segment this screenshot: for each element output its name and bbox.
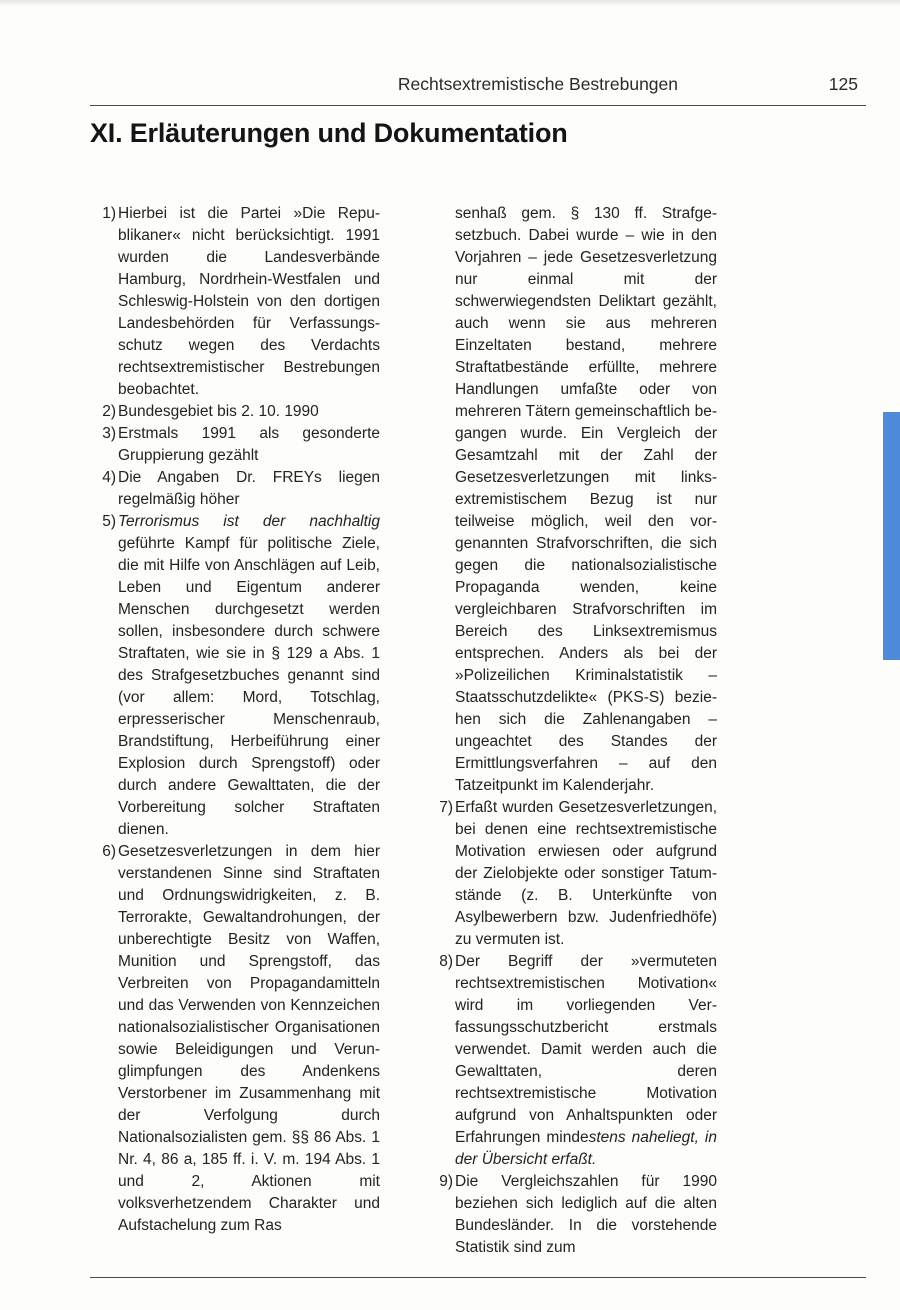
footnote-number: 2) [102,403,116,420]
running-title: Rechtsextremistische Bestrebungen [397,74,678,94]
header-rule [90,105,866,106]
chapter-heading: XI. Erläuterungen und Dokumentation [90,118,568,148]
footnote-number: 4) [102,469,116,486]
footnote-text: Erfaßt wurden Gesetzesverletzungen, bei denen eine rechtsextremistische Motivation erwiesen oder aufgrund der Zielobjekte oder sonstiger Tatumstände (z. B. Unterkünfte von Asylbewerbern bzw. Judenfriedhöfe) zu vermuten ist. [455,799,717,948]
footnote-text: geführte Kampf für politische Ziele, die mit Hilfe von Anschlägen auf Leib, Leben und Eigentum anderer Menschen durchgesetzt werden sollen, insbesondere durch schwere Straftaten, wie sie in § 129 a Abs. 1 des Strafgesetzbuches genannt sind (vor allem: Mord, Totschlag, erpresserischer Menschenraub, Brandstiftung, Herbeiführung einer Explosion durch Sprengstoff) oder durch andere Gewalttaten, die der Vorbereitung solcher Straftaten dienen. [118,535,380,838]
footnote-number: 9) [439,1173,453,1190]
footnote-text: Hierbei ist die Partei »Die Republikaner« nicht berücksichtigt. 1991 wurden die Landesverbände Hamburg, Nordrhein-Westfalen und Schleswig-Holstein von den dortigen Landesbehörden für Verfassungsschutz wegen des Verdachts rechtsextremistischer Bestrebungen beobachtet. [118,205,380,398]
footnote-5 [90,511,380,841]
footnote-text: Erstmals 1991 als gesonderte Gruppierung gezählt [118,425,380,464]
footnote-text: Bundesgebiet bis 2. 10. 1990 [118,403,319,420]
footnote-text: Gesetzesverletzungen in dem hier verstandenen Sinne sind Straftaten und Ordnungswidrigkeiten, z. B. Terrorakte, Gewaltandrohungen, der unberechtigte Besitz von Waffen, Munition und Sprengstoff, das Verbreiten von Propagandamitteln und das Verwenden von Kennzeichen nationalsozialistischer Organisationen sowie Beleidigungen und Verunglimpfungen des Andenkens Verstorbener im Zusammenhang mit der Verfolgung durch Nationalsozialisten gem. §§ 86 Abs. 1 Nr. 4, 86 a, 185 ff. i. V. m. 194 Abs. 1 und 2, Aktionen mit volksverhetzendem Charakter und Aufstachelung zum Ras [118,843,380,1234]
page-number: 125 [828,74,858,94]
footnote-text: senhaß gem. § 130 ff. Strafgesetzbuch. Dabei wurde – wie in den Vorjahren – jede Gesetzesverletzung nur einmal mit der schwerwiegendsten Deliktart gezählt, auch wenn sie aus mehreren Einzeltaten bestand, mehrere Straftatbestände erfüllte, mehrere Handlungen umfaßte oder von mehreren Tätern gemeinschaftlich begangen wurde. Ein Vergleich der Gesamtzahl mit der Zahl der Gesetzesverletzungen mit linksextremistischem Bezug ist nur teilweise möglich, weil den vorgenannten Strafvorschriften, die sich gegen die nationalsozialistische Propaganda wenden, keine vergleichbaren Strafvorschriften im Bereich des Linksextremismus entsprechen. Anders als bei der »Polizeilichen Kriminalstatistik – Staatsschutzdelikte« (PKS-S) beziehen sich die Zahlenangaben – ungeachtet des Standes der Ermittlungsverfahren – auf den Tatzeitpunkt im Kalenderjahr. [455,205,717,794]
footnote-2 [90,401,380,423]
footnote-6-continued [427,203,717,797]
footnote-number: 6) [102,843,116,860]
footnote-3 [90,423,380,467]
footnotes-right-column [427,203,717,1259]
footnote-text: Der Begriff der »vermuteten rechtsextremistischen Motivation« wird im vorliegenden Verfassungsschutzbericht erstmals verwendet. Damit werden auch die Gewalttaten, deren rechtsextremistische Motivation aufgrund von Anhaltspunkten oder Erfahrungen minde [455,953,717,1146]
chapter-side-tab [883,412,900,660]
footnote-number: 1) [102,205,116,222]
footnote-7 [427,797,717,951]
footnote-number: 5) [102,513,116,530]
footnote-text: Die Angaben Dr. FREYs liegen regelmäßig höher [118,469,380,508]
running-header [0,62,900,106]
footnote-number: 7) [439,799,453,816]
footnote-9 [427,1171,717,1259]
footnote-1 [90,203,380,401]
footnote-6 [90,841,380,1237]
footer-rule [90,1277,866,1278]
footnote-text: Die Vergleichszahlen für 1990 beziehen sich lediglich auf die alten Bundesländer. In die vorstehende Statistik sind zum [455,1173,717,1256]
footnote-8 [427,951,717,1171]
footnote-number: 8) [439,953,453,970]
footnote-italic-text: Terrorismus ist der nachhaltig [118,513,380,530]
footnotes-left-column [90,203,380,1237]
footnote-number: 3) [102,425,116,442]
footnote-italic-text: stens naheliegt, in der Übersicht erfaßt. [455,1129,717,1168]
page-top-edge [0,0,900,6]
footnote-4 [90,467,380,511]
